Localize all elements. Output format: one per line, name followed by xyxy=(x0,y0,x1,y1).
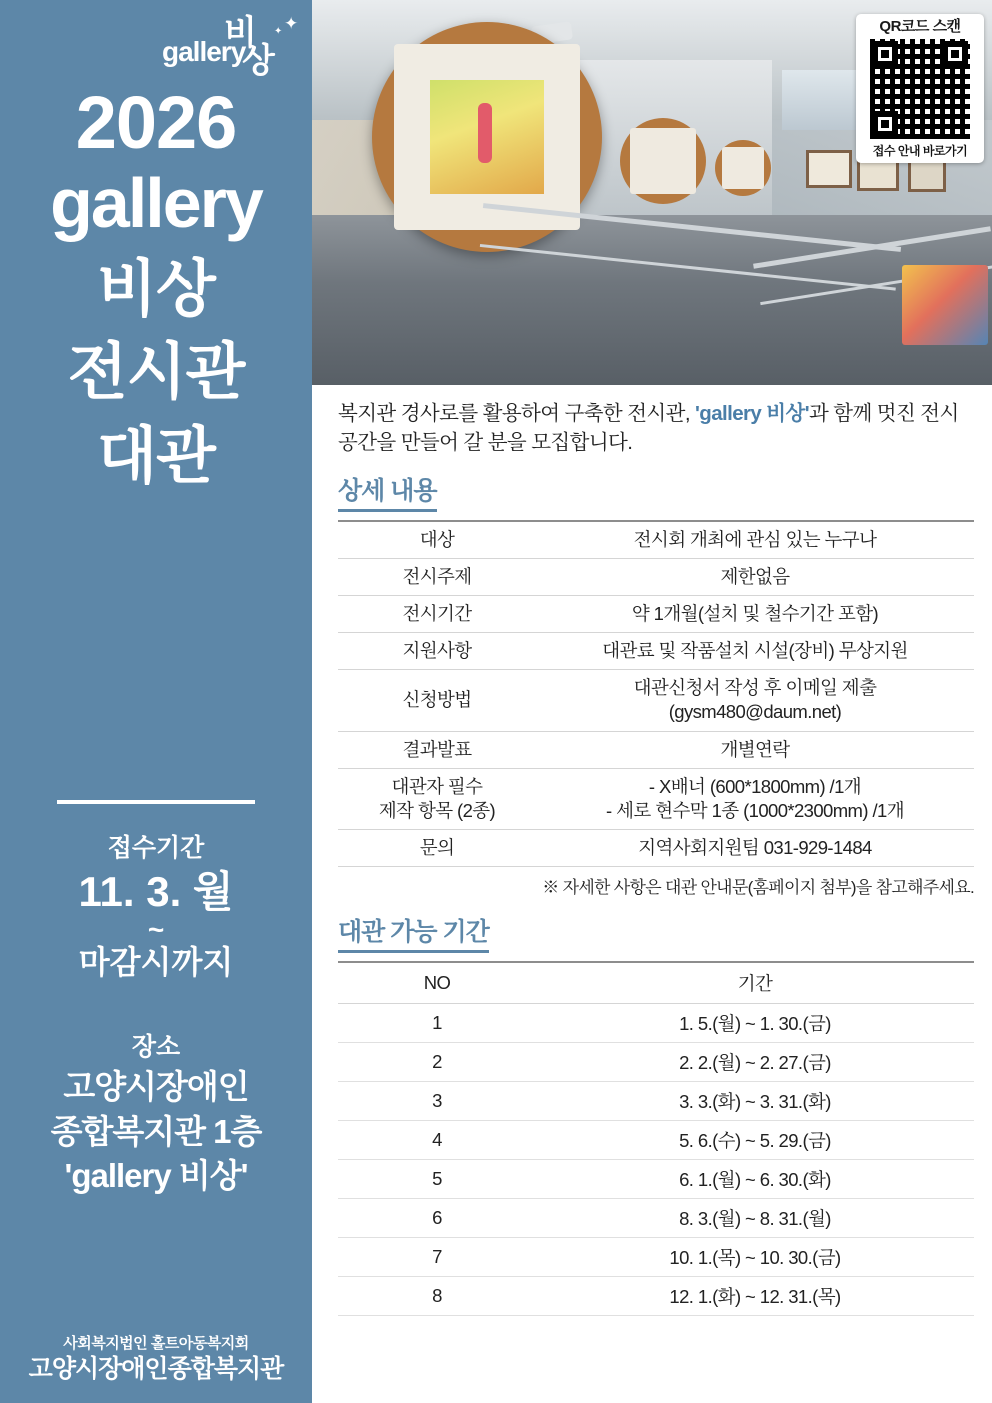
qr-finder-top-right xyxy=(942,41,968,67)
qr-badge[interactable] xyxy=(856,14,984,163)
qr-caption: 접수 안내 바로가기 xyxy=(872,143,968,158)
period-row-no: 8 xyxy=(338,1276,536,1315)
detail-row-label: 대관자 필수 제작 항목 (2종) xyxy=(338,768,536,829)
detail-row-label: 대상 xyxy=(338,521,536,559)
place-info xyxy=(0,1030,312,1199)
period-row-range: 12. 1.(화) ~ 12. 31.(목) xyxy=(536,1276,974,1315)
table-row xyxy=(338,521,974,559)
photo-artwork-medium xyxy=(620,118,706,204)
detail-row-value: 약 1개월(설치 및 철수기간 포함) xyxy=(536,596,974,633)
period-row-no: 6 xyxy=(338,1198,536,1237)
table-row xyxy=(338,1198,974,1237)
poster-title xyxy=(0,81,312,499)
periods-section-title: 대관 가능 기간 xyxy=(338,912,489,953)
detail-row-label: 전시기간 xyxy=(338,596,536,633)
detail-row-label: 전시주제 xyxy=(338,559,536,596)
photo-floor xyxy=(312,215,992,385)
photo-artwork-medium-mat xyxy=(630,128,696,194)
detail-row-value: 대관신청서 작성 후 이메일 제출 (gysm480@daum.net) xyxy=(536,670,974,731)
periods-table xyxy=(338,961,974,1316)
photo-wall-picture-3 xyxy=(908,158,946,192)
period-row-range: 1. 5.(월) ~ 1. 30.(금) xyxy=(536,1003,974,1042)
period-row-no: 7 xyxy=(338,1237,536,1276)
period-row-range: 5. 6.(수) ~ 5. 29.(금) xyxy=(536,1120,974,1159)
footer-organization xyxy=(0,1332,312,1386)
left-panel xyxy=(0,0,312,1403)
detail-row-value: 지역사회지원팀 031-929-1484 xyxy=(536,829,974,866)
period-row-range: 10. 1.(목) ~ 10. 30.(금) xyxy=(536,1237,974,1276)
photo-colorful-artwork xyxy=(902,265,988,345)
reception-date: 11. 3. 월 xyxy=(78,867,234,915)
detail-row-value: - X배너 (600*1800mm) /1개 - 세로 현수막 1종 (1000*2300mm) /1개 xyxy=(536,768,974,829)
table-row xyxy=(338,829,974,866)
periods-header-no: NO xyxy=(338,962,536,1004)
qr-title: QR코드 스캔 xyxy=(879,18,961,35)
table-row xyxy=(338,1003,974,1042)
lead-part-2: 과 함께 멋진 전시공간을 만들어 갈 분을 모집합니다. xyxy=(338,402,959,455)
detail-row-value: 전시회 개최에 관심 있는 누구나 xyxy=(536,521,974,559)
lead-part-1: 복지관 경사로를 활용하여 구축한 전시관, xyxy=(338,402,696,425)
period-row-no: 5 xyxy=(338,1159,536,1198)
period-row-no: 1 xyxy=(338,1003,536,1042)
place-line-1: 고양시장애인 xyxy=(63,1068,249,1105)
period-row-range: 2. 2.(월) ~ 2. 27.(금) xyxy=(536,1042,974,1081)
detail-row-label: 신청방법 xyxy=(338,670,536,731)
photo-artwork-large-mat xyxy=(394,44,580,230)
table-row xyxy=(338,559,974,596)
logo-korean-text xyxy=(224,16,275,78)
photo-wall-picture-1 xyxy=(806,150,852,188)
detail-row-label: 결과발표 xyxy=(338,731,536,768)
reception-info xyxy=(0,832,312,982)
logo-latin-text: gallery xyxy=(162,36,246,67)
table-row xyxy=(338,633,974,670)
detail-section-title: 상세 내용 xyxy=(338,471,437,512)
photo-artwork-large-canvas xyxy=(430,80,544,194)
title-gallery: gallery xyxy=(50,164,262,242)
photo-artwork-small-mat xyxy=(722,147,764,189)
periods-table-head xyxy=(338,962,974,1004)
detail-row-value: 제한없음 xyxy=(536,559,974,596)
place-line-3: 'gallery 비상' xyxy=(64,1157,248,1195)
period-row-range: 6. 1.(월) ~ 6. 30.(화) xyxy=(536,1159,974,1198)
detail-note: ※ 자세한 사항은 대관 안내문(홈페이지 첨부)을 참고해주세요. xyxy=(542,877,974,897)
detail-row-value: 개별연락 xyxy=(536,731,974,768)
content-area xyxy=(312,385,992,1403)
period-row-no: 4 xyxy=(338,1120,536,1159)
table-row xyxy=(338,768,974,829)
periods-header-row xyxy=(338,962,974,1004)
period-row-range: 3. 3.(화) ~ 3. 31.(화) xyxy=(536,1081,974,1120)
period-row-range: 8. 3.(월) ~ 8. 31.(월) xyxy=(536,1198,974,1237)
star-icon: ✦ xyxy=(284,14,299,33)
reception-label: 접수기간 xyxy=(107,834,205,862)
table-row xyxy=(338,1120,974,1159)
logo-korean-char-1: 비 xyxy=(224,14,257,52)
periods-table-body xyxy=(338,1003,974,1315)
detail-table-body xyxy=(338,521,974,866)
place-line-2: 종합복지관 1층 xyxy=(50,1112,262,1150)
logo-korean-char-2: 상 xyxy=(242,42,275,80)
table-row xyxy=(338,731,974,768)
periods-header-period: 기간 xyxy=(536,962,974,1004)
table-row xyxy=(338,670,974,731)
photo-artwork-small xyxy=(715,140,771,196)
detail-row-value: 대관료 및 작품설치 시설(장비) 무상지원 xyxy=(536,633,974,670)
place-label: 장소 xyxy=(131,1033,181,1061)
photo-artwork-large xyxy=(372,22,602,252)
divider xyxy=(57,800,255,804)
qr-code-icon[interactable] xyxy=(870,39,970,139)
table-row xyxy=(338,1159,974,1198)
title-line-3: 대관 xyxy=(97,421,215,491)
detail-row-label: 문의 xyxy=(338,829,536,866)
lead-accent: 'gallery 비상' xyxy=(695,402,809,425)
detail-table xyxy=(338,520,974,866)
gallery-bisang-logo xyxy=(162,14,302,80)
footer-org-small: 사회복지법인 홀트아동복지회 xyxy=(63,1334,249,1352)
table-row xyxy=(338,1276,974,1315)
title-line-1: 비상 xyxy=(97,254,215,324)
table-row xyxy=(338,1237,974,1276)
period-row-no: 3 xyxy=(338,1081,536,1120)
lead-paragraph xyxy=(338,399,974,457)
period-row-no: 2 xyxy=(338,1042,536,1081)
qr-finder-top-left xyxy=(872,41,898,67)
star-small-icon: ✦ xyxy=(274,26,283,37)
reception-until: 마감시까지 xyxy=(78,944,234,981)
table-row xyxy=(338,1042,974,1081)
table-row xyxy=(338,596,974,633)
title-year: 2026 xyxy=(75,81,237,164)
footer-org-big: 고양시장애인종합복지관 xyxy=(28,1354,284,1383)
qr-finder-bottom-left xyxy=(872,111,898,137)
detail-row-label: 지원사항 xyxy=(338,633,536,670)
reception-tilde: ~ xyxy=(147,913,165,945)
table-row xyxy=(338,1081,974,1120)
title-line-2: 전시관 xyxy=(67,338,245,408)
